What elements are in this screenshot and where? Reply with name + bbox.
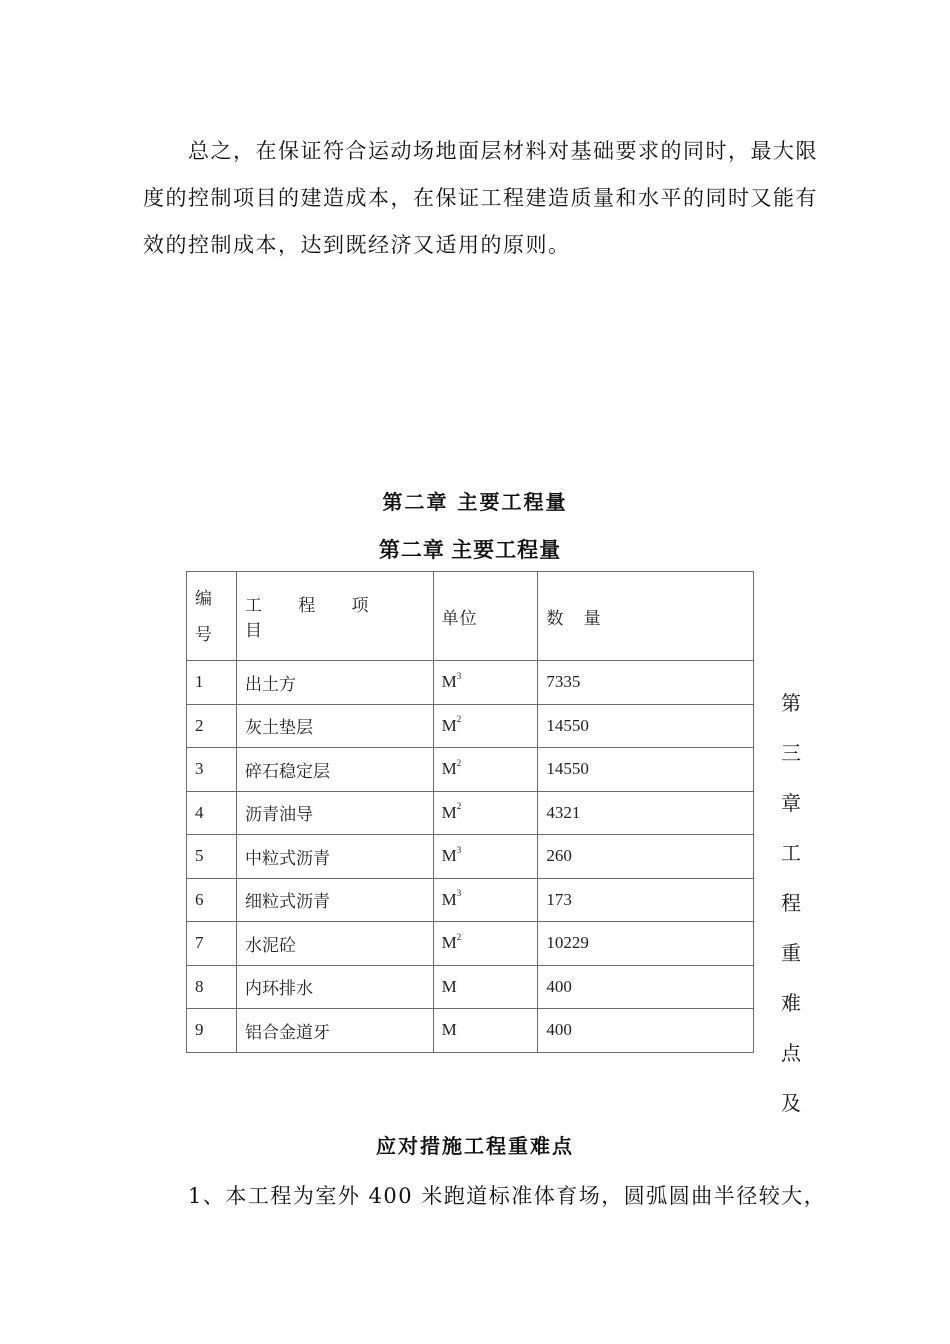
row-no: 3 (187, 748, 237, 792)
vertical-char: 三 (781, 741, 801, 765)
unit-symbol: M (441, 715, 457, 735)
table-row (187, 704, 754, 748)
row-item: 水泥砼 (236, 922, 433, 966)
vertical-chapter3-heading (778, 678, 804, 1128)
unit-symbol: M (441, 1020, 457, 1040)
row-no: 1 (187, 661, 237, 705)
unit-symbol: M (441, 889, 457, 909)
row-unit (433, 704, 538, 748)
row-qty: 400 (538, 1009, 754, 1053)
row-unit (433, 1009, 538, 1053)
chapter-heading: 第二章 主要工程量 (382, 490, 568, 514)
row-unit (433, 791, 538, 835)
row-no: 8 (187, 965, 237, 1009)
table-row (187, 965, 754, 1009)
header-item: 工 程 项 目 (236, 572, 433, 661)
table-header-row (187, 572, 754, 661)
row-qty: 260 (538, 835, 754, 879)
row-item: 细粒式沥青 (236, 878, 433, 922)
vertical-char: 章 (781, 791, 801, 815)
unit-symbol: M (441, 976, 457, 996)
table-row (187, 878, 754, 922)
table-body (187, 661, 754, 1053)
row-item: 沥青油导 (236, 791, 433, 835)
row-qty: 14550 (538, 748, 754, 792)
row-qty: 14550 (538, 704, 754, 748)
unit-exponent: 2 (456, 714, 462, 725)
vertical-char: 程 (781, 891, 801, 915)
row-qty: 4321 (538, 791, 754, 835)
vertical-char: 第 (781, 691, 801, 715)
unit-exponent: 3 (456, 844, 462, 855)
row-unit (433, 922, 538, 966)
header-qty: 数 量 (538, 572, 754, 661)
table-row (187, 791, 754, 835)
unit-symbol: M (441, 846, 457, 866)
vertical-char: 及 (781, 1091, 801, 1115)
row-no: 2 (187, 704, 237, 748)
table-row (187, 922, 754, 966)
row-no: 6 (187, 878, 237, 922)
row-item: 出土方 (236, 661, 433, 705)
row-unit (433, 878, 538, 922)
row-no: 9 (187, 1009, 237, 1053)
row-item: 内环排水 (236, 965, 433, 1009)
row-qty: 7335 (538, 661, 754, 705)
vertical-char: 点 (781, 1041, 801, 1065)
unit-exponent: 2 (456, 757, 462, 768)
sub-heading: 应对措施工程重难点 (376, 1134, 574, 1158)
point-1: 1、本工程为室外 400 米跑道标准体育场，圆弧圆曲半径较大， (188, 1184, 827, 1208)
row-unit (433, 835, 538, 879)
intro-paragraph: 总之，在保证符合运动场地面层材料对基础要求的同时，最大限度的控制项目的建造成本，在保证工程建造质量和水平的同时又能有效的控制成本，达到既经济又适用的原则。 (143, 139, 818, 257)
vertical-char: 重 (781, 941, 801, 965)
quantities-table (186, 571, 754, 1053)
row-no: 5 (187, 835, 237, 879)
vertical-char: 工 (781, 841, 801, 865)
row-no: 4 (187, 791, 237, 835)
unit-symbol: M (441, 933, 457, 953)
row-item: 灰土垫层 (236, 704, 433, 748)
header-no-text: 编号 (195, 589, 213, 644)
table-row (187, 835, 754, 879)
row-item: 碎石稳定层 (236, 748, 433, 792)
row-qty: 10229 (538, 922, 754, 966)
row-unit (433, 661, 538, 705)
row-unit (433, 748, 538, 792)
vertical-char: 难 (781, 991, 801, 1015)
row-qty: 400 (538, 965, 754, 1009)
row-item: 铝合金道牙 (236, 1009, 433, 1053)
table-row (187, 1009, 754, 1053)
table-title: 第二章 主要工程量 (378, 538, 562, 562)
unit-symbol: M (441, 759, 457, 779)
unit-exponent: 2 (456, 931, 462, 942)
row-item: 中粒式沥青 (236, 835, 433, 879)
row-qty: 173 (538, 878, 754, 922)
table-row (187, 661, 754, 705)
table-row (187, 748, 754, 792)
header-no (187, 572, 237, 661)
unit-exponent: 3 (456, 670, 462, 681)
unit-symbol: M (441, 802, 457, 822)
unit-exponent: 2 (456, 801, 462, 812)
row-unit (433, 965, 538, 1009)
header-unit: 单位 (433, 572, 538, 661)
row-no: 7 (187, 922, 237, 966)
unit-symbol: M (441, 672, 457, 692)
unit-exponent: 3 (456, 888, 462, 899)
